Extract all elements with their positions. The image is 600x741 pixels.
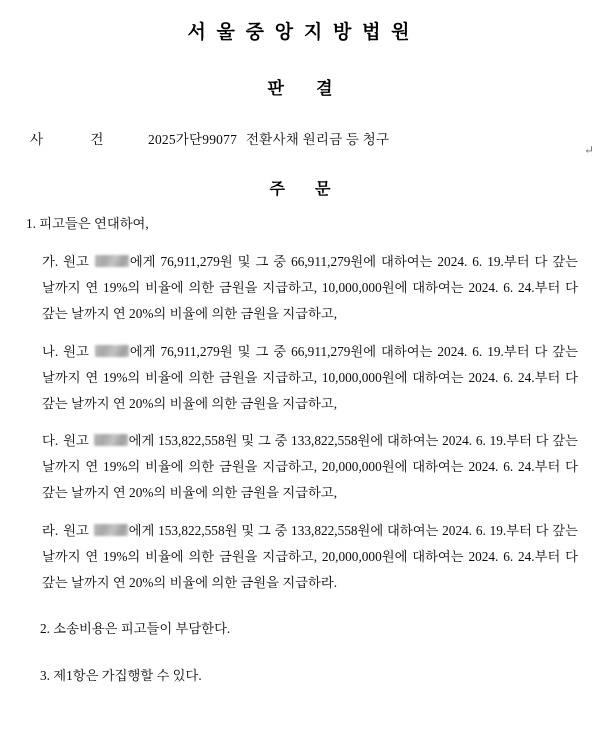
redaction-block	[95, 255, 129, 267]
order-item-1-intro: 1. 피고들은 연대하여,	[26, 216, 149, 231]
paragraph-return-icon: ↵	[583, 143, 594, 157]
order-body	[22, 211, 578, 689]
order-item-text-after: 에게 153,822,558원 및 그 중 133,822,558원에 대하여는 2024. 6. 19.부터 다 갚는 날까지 연 19%의 비율에 의한 금원을 지급하고, 20,000,000원에 대하여는 2024. 6. 24.부터 다 갚는 날까지 연 20%의 비율에 의한 금원을 지급하라.	[42, 523, 578, 591]
case-row	[22, 128, 578, 148]
order-item-1-d	[22, 518, 578, 596]
order-item-text-before: 원고	[63, 253, 94, 269]
order-item-text-after: 에게 153,822,558원 및 그 중 133,822,558원에 대하여는 2024. 6. 19.부터 다 갚는 날까지 연 19%의 비율에 의한 금원을 지급하고, 20,000,000원에 대하여는 2024. 6. 24.부터 다 갚는 날까지 연 20%의 비율에 의한 금원을 지급하고,	[42, 433, 578, 501]
order-item-2: 2. 소송비용은 피고들이 부담한다.	[40, 620, 231, 636]
court-title: 서 울 중 앙 지 방 법 원	[187, 22, 413, 43]
section-title-main-text: 주 문	[269, 181, 344, 198]
order-item-marker: 나.	[42, 343, 59, 359]
document-type-heading: 판 결	[267, 79, 347, 98]
order-item-text-before: 원고	[63, 343, 94, 359]
order-item-1-a	[22, 249, 578, 327]
case-number: 2025가단99077	[148, 132, 238, 147]
order-item-3: 3. 제1항은 가집행할 수 있다.	[40, 667, 202, 683]
judgment-page	[0, 17, 600, 741]
redaction-block	[94, 434, 128, 446]
order-item-marker: 라.	[42, 523, 59, 539]
redaction-block	[95, 345, 129, 357]
order-item-text-before: 원고	[63, 523, 93, 539]
order-item-1-b	[22, 339, 578, 417]
order-item-text-after: 에게 76,911,279원 및 그 중 66,911,279원에 대하여는 2024. 6. 19.부터 다 갚는 날까지 연 19%의 비율에 의한 금원을 지급하고, 10,000,000원에 대하여는 2024. 6. 24.부터 다 갚는 날까지 연 20%의 비율에 의한 금원을 지급하고,	[42, 343, 578, 411]
case-label: 사 건	[30, 132, 126, 147]
redaction-block	[94, 524, 128, 536]
order-item-text-after: 에게 76,911,279원 및 그 중 66,911,279원에 대하여는 2024. 6. 19.부터 다 갚는 날까지 연 19%의 비율에 의한 금원을 지급하고, 10,000,000원에 대하여는 2024. 6. 24.부터 다 갚는 날까지 연 20%의 비율에 의한 금원을 지급하고,	[42, 253, 578, 321]
order-item-marker: 가.	[42, 253, 59, 269]
order-item-1-c	[22, 428, 578, 506]
order-item-text-before: 원고	[63, 433, 93, 449]
case-number-and-name	[148, 128, 389, 148]
case-name: 전환사채 원리금 등 청구	[246, 132, 390, 147]
order-item-marker: 다.	[42, 433, 59, 449]
